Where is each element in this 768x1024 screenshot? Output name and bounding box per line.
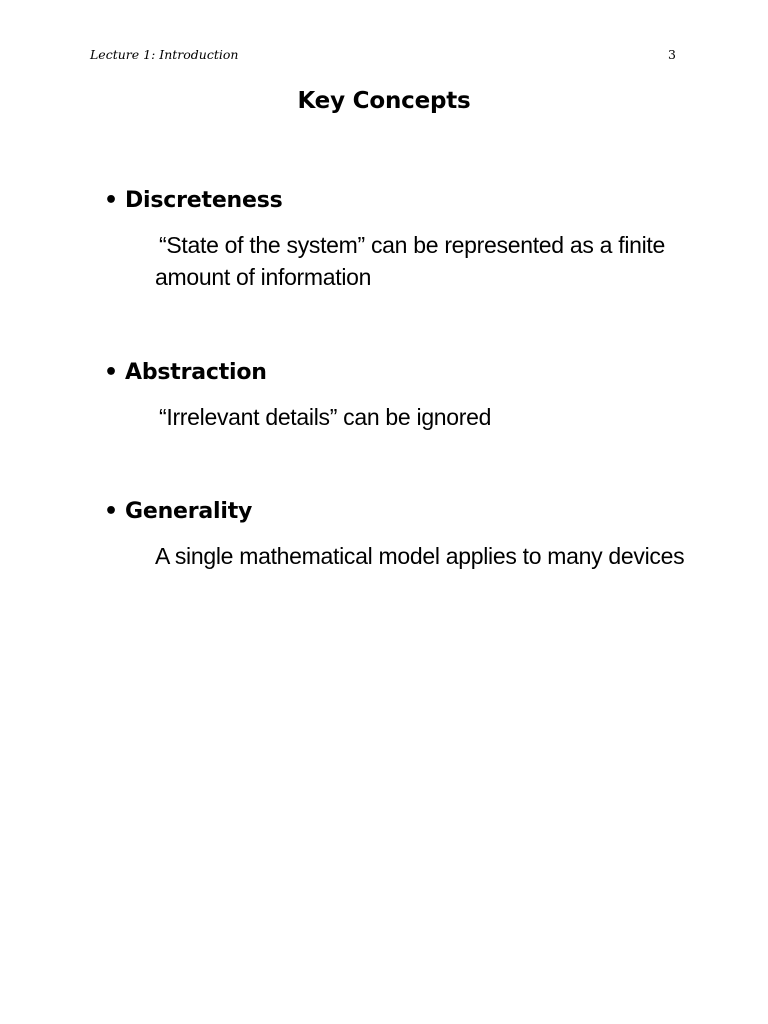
concept-heading [104,187,704,215]
concept-heading-label: Discreteness [125,188,283,213]
slide-title: Key Concepts [297,88,471,114]
running-head [90,47,676,65]
concept-description: “Irrelevant details” can be ignored [159,404,492,430]
concept-generality [104,498,704,572]
concept-heading-label: Generality [125,499,253,524]
running-head-title: Lecture 1: Introduction [90,47,239,62]
bullet-icon: • [104,360,118,385]
bullet-icon: • [104,188,118,213]
concept-abstraction [104,359,704,433]
concept-description: “State of the system” can be represented as a finite amount of information [155,232,666,290]
concept-discreteness [104,187,704,293]
concept-heading-label: Abstraction [125,360,267,385]
page-number: 3 [668,47,676,62]
bullet-icon: • [104,499,118,524]
concept-heading [104,498,704,526]
concept-description: A single mathematical model applies to many devices [155,543,685,569]
concept-heading [104,359,704,387]
